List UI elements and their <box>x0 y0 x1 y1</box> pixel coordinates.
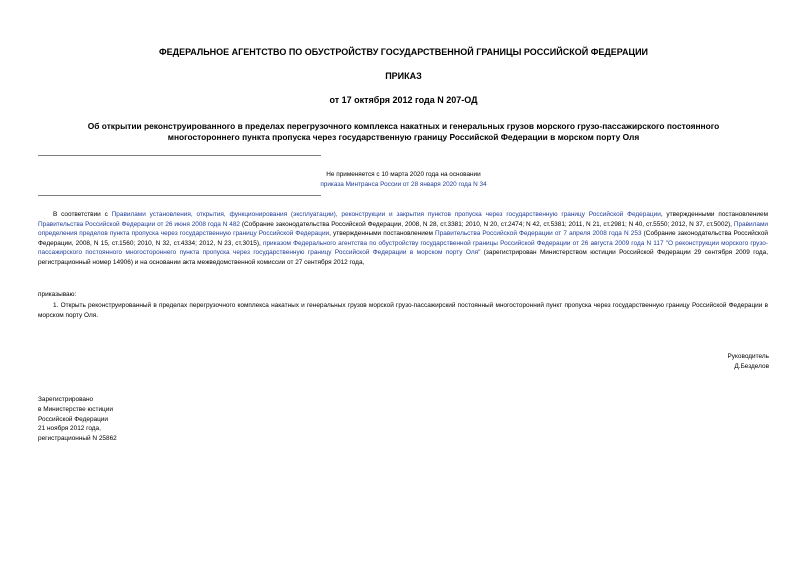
status-notice-link-line <box>0 180 807 190</box>
preamble-paragraph <box>38 210 768 268</box>
agency-name: ФЕДЕРАЛЬНОЕ АГЕНТСТВО ПО ОБУСТРОЙСТВУ ГОСУДАРСТВЕННОЙ ГРАНИЦЫ РОССИЙСКОЙ ФЕДЕРАЦИИ <box>158 47 649 57</box>
document-type: ПРИКАЗ <box>385 71 422 81</box>
order-directive: приказываю: <box>38 291 77 298</box>
registration-line-1: Зарегистрировано <box>38 396 94 403</box>
repeal-order-link[interactable]: приказа Минтранса России от 28 января 2020 года N 34 <box>320 181 487 188</box>
signer-position: Руководитель <box>727 353 769 360</box>
government-resolution-482-link[interactable]: Правительства Российской Федерации от 26 июня 2008 года N 482 <box>38 220 240 228</box>
preamble-text-2: , утвержденными постановлением <box>660 211 768 218</box>
preamble-text-1: В соответствии с <box>53 211 112 218</box>
preamble-text-3: (Собрание законодательства Российской Федерации, 2008, N 28, ст.3381; 2010, N 20, ст.2474; N 42, ст.5381; 2011, N 21, ст.2981; N 40, ст.5550; 2012, N 37, ст.5002), <box>240 220 734 228</box>
divider-bottom <box>38 195 321 196</box>
government-resolution-253-link[interactable]: Правительства Российской Федерации от 7 апреля 2008 года N 253 <box>435 230 642 238</box>
rules-establishment-link[interactable]: Правилами установления, открытия, функционирования (эксплуатации), реконструкции и закрытия пунктов пропуска через государственную границу Российской Федерации <box>111 211 661 218</box>
document-title: Об открытии реконструированного в пределах перегрузочного комплекса накатных и генеральных грузов морского грузо-пассажирского постоянного многостороннего пункта пропуска через государственную границу Российской Федерации в морском порту Оля <box>87 121 720 142</box>
registration-line-4: 21 ноября 2012 года, <box>38 425 101 433</box>
signer-name: Д.Безделов <box>734 363 769 370</box>
divider-top <box>38 155 321 156</box>
agency-order-117-link[interactable]: приказом Федерального агентства по обустройству государственной границы Российской Федерации от 26 августа 2009 года N 117 "О реконструкции морского грузо-пассажирского постоянного многостороннего пункта пропуска через государственную границу Российской Федерации в морском порту Оля" <box>38 239 768 257</box>
registration-line-3: Российской Федерации <box>38 415 109 423</box>
rules-limits-link[interactable]: Правилами определения пределов пункта пропуска через государственную границу Российской Федерации <box>38 220 769 238</box>
preamble-text-4: , утвержденными постановлением <box>329 230 436 238</box>
registration-block <box>38 395 117 444</box>
order-item-1: 1. Открыть реконструированный в пределах перегрузочного комплекса накатных и генеральных грузов морской грузо-пассажирский постоянный многосторонний пункт пропуска через государственную границу Российской Федерации в морском порту Оля. <box>38 302 768 319</box>
preamble-text-5: (Собрание законодательства Российской Федерации, 2008, N 15, ст.1560; 2010, N 32, ст.4334; 2012, N 23, ст.3015), <box>38 230 768 247</box>
preamble-text-6: (зарегистрирован Министерством юстиции Российской Федерации 29 сентября 2009 года, регистрационный номер 14906) и на основании акта межведомственной комиссии от 27 сентября 2012 года, <box>38 249 769 266</box>
registration-line-5: регистрационный N 25862 <box>38 435 117 443</box>
document-date-number: от 17 октября 2012 года N 207-ОД <box>329 95 478 105</box>
registration-line-2: в Министерстве юстиции <box>38 405 113 413</box>
status-notice: Не применяется с 10 марта 2020 года на основании <box>326 171 481 178</box>
